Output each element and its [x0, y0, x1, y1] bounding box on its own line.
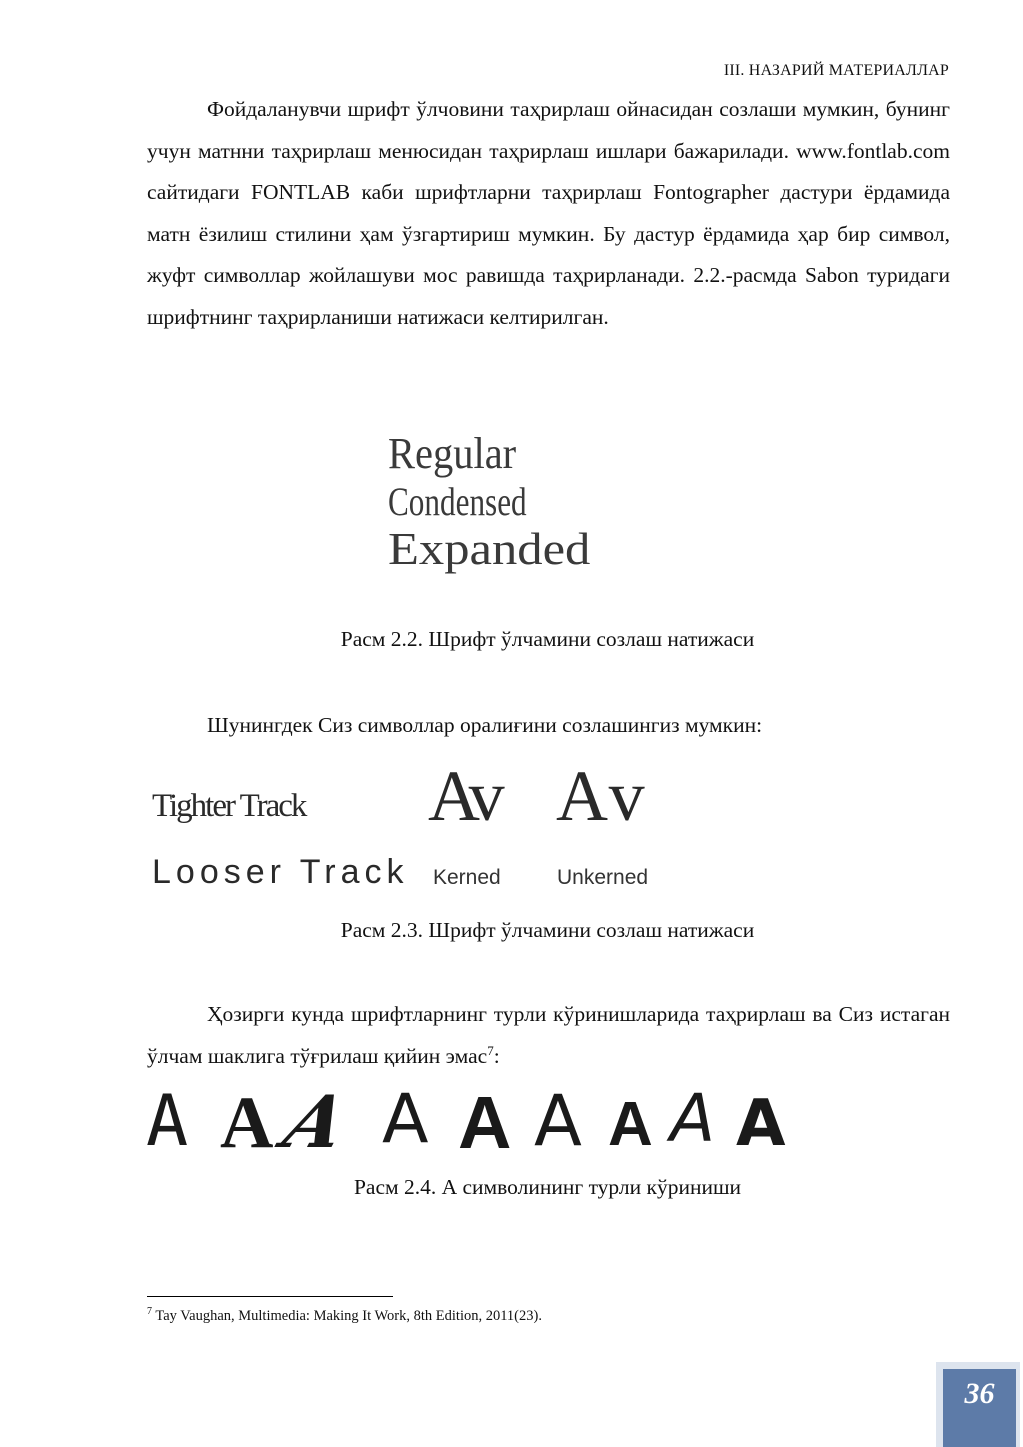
unkerned-label: Unkerned — [557, 866, 649, 889]
figure-2-2 — [388, 429, 591, 574]
glyph-a-script: A — [274, 1079, 358, 1164]
glyph-a-light: A — [382, 1080, 429, 1159]
av-unkerned-sample: Av — [556, 756, 651, 836]
figure-2-3-caption: Расм 2.3. Шрифт ўлчамини созлаш натижаси — [340, 918, 755, 942]
figure-2-4-caption: Расм 2.4. А символининг турли кўриниши — [353, 1175, 742, 1199]
page-number-box — [936, 1362, 1020, 1447]
footnote-separator — [147, 1296, 393, 1297]
condensed-sample: Condensed — [388, 479, 527, 524]
glyph-a-sans: A — [534, 1080, 582, 1162]
glyph-a-handwritten: A — [670, 1080, 716, 1157]
paragraph-tracking: Шунингдек Сиз символлар оралиғини созлашингиз мумкин: — [207, 713, 763, 737]
running-header: III. НАЗАРИЙ МАТЕРИАЛЛАР — [723, 62, 949, 79]
paragraph-intro: Фойдаланувчи шрифт ўлчовини таҳрирлаш ойнасидан созлаши мумкин, бунинг учун матнни таҳрирлаш менюсидан таҳрирлаш ишлари бажарилади. www.fontlab.com сайтидаги FONTLAB каби шрифтларни таҳрирлаш Fontographer дастури ёрдамида матн ёзилиш стилини ҳам ўзгартириш мумкин. Бу дастур ёрдамида ҳар бир символ, жуфт символлар жойлашуви мос равишда таҳрирланади. 2.2.-расмда Sabon туридаги шрифтнинг таҳрирланиши натижаси келтирилган. — [147, 97, 950, 329]
glyph-a-narrow-bold: A — [608, 1090, 653, 1159]
paragraph-variations: Ҳозирги кунда шрифтларнинг турли кўринишларида таҳрирлаш ва Сиз истаган ўлчам шаклига тўғрилаш қийин эмас$^7$: — [147, 1002, 950, 1068]
tighter-track-sample: Tighter Track — [152, 788, 306, 824]
footnote-number: 7 — [147, 1306, 152, 1318]
page-number: 36 — [964, 1377, 995, 1410]
regular-sample: Regular — [388, 429, 517, 478]
kerned-label: Kerned — [433, 866, 501, 889]
looser-track-sample: Looser Track — [152, 853, 409, 891]
footnote-ref: 7 — [487, 1042, 494, 1058]
glyph-a-mono: A — [146, 1080, 189, 1162]
footnote-text: Tay Vaughan, Multimedia: Making It Work, 8th Edition, 2011(23). — [155, 1308, 542, 1324]
figure-2-2-caption: Расм 2.2. Шрифт ўлчамини созлаш натижаси — [340, 627, 755, 651]
glyph-a-serif-bold: A — [220, 1082, 274, 1164]
glyph-a-heavy: A — [736, 1087, 786, 1161]
footnote — [147, 1308, 542, 1325]
glyph-a-sans-bold: A — [458, 1081, 512, 1164]
av-kerned-sample: Av — [428, 756, 499, 836]
expanded-sample: Expanded — [388, 523, 591, 574]
